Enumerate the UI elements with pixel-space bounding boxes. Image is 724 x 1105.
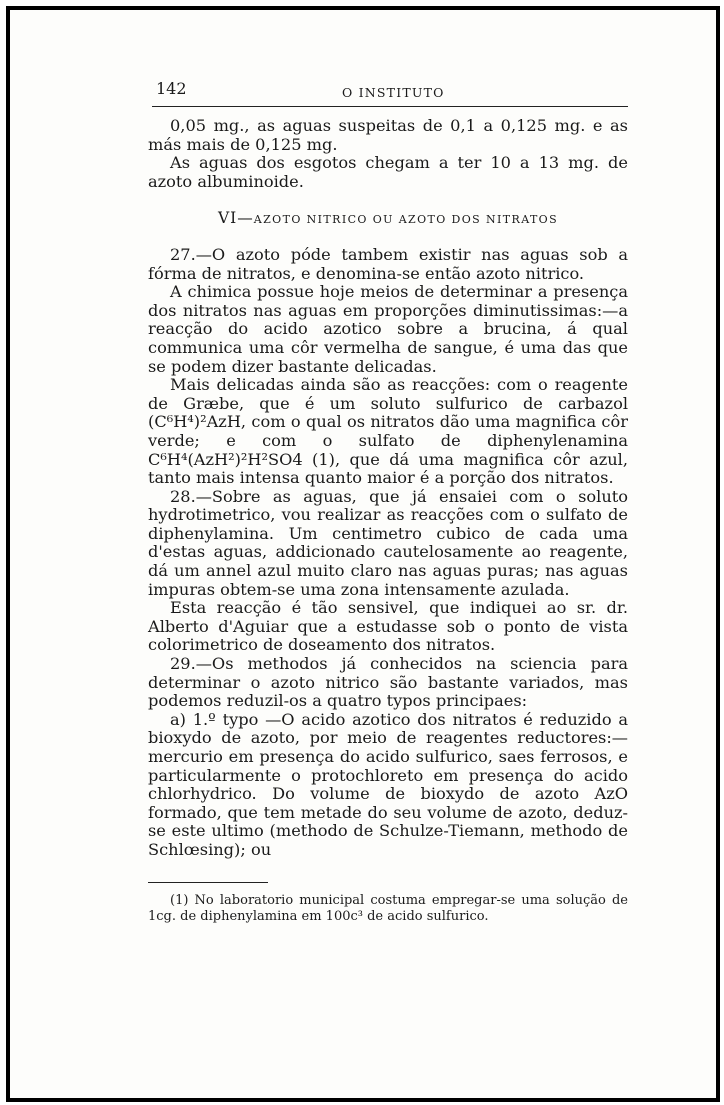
running-title: O INSTITUTO <box>342 85 445 100</box>
paragraph: Mais delicadas ainda são as reacções: com o reagente de Græbe, que é um soluto sulfurico de carbazol (C⁶H⁴)²AzH, com o qual os nitratos dão uma magnifica côr verde; e com o sulfato de diphenylenamina C⁶H⁴(AzH²)²H²SO4 (1), que dá uma magnifica côr azul, tanto mais intensa quanto maior é a porção dos nitratos. <box>148 375 628 488</box>
paragraph: Esta reacção é tão sensivel, que indiquei ao sr. dr. Alberto d'Aguiar que a estudasse sob o ponto de vista colorimetrico de doseamento dos nitratos. <box>148 598 628 655</box>
paragraph-28: 28.—Sobre as aguas, que já ensaiei com o soluto hydrotimetrico, vou realizar as reacções com o sulfato de diphenylamina. Um centimetro cubico de cada uma d'estas aguas, addicionado cautelosamente ao reagente, dá um annel azul muito claro nas aguas puras; nas aguas impuras obtem-se uma zona intensamente azulada. <box>148 486 628 599</box>
section-numeral: VI— <box>217 209 254 228</box>
footnote-rule <box>148 882 268 883</box>
paragraph: As aguas dos esgotos chegam a ter 10 a 13 mg. de azoto albuminoide. <box>148 153 628 191</box>
section-heading <box>148 209 628 230</box>
paragraph-27: 27.—O azoto póde tambem existir nas aguas sob a fórma de nitratos, e denomina-se então azoto nitrico. <box>148 244 628 283</box>
running-header <box>148 80 628 102</box>
paragraph: a) 1.º typo —O acido azotico dos nitratos é reduzido a bioxydo de azoto, por meio de reagentes reductores:—mercurio em presença do acido sulfurico, saes ferrosos, e particularmente o protochloreto em presença do acido chlorhydrico. Do volume de bioxydo de azoto AzO formado, que tem metade do seu volume de azoto, deduz-se este ultimo (methodo de Schulze-Tiemann, methodo de Schlœsing); ou <box>148 709 628 859</box>
document-page <box>148 80 628 925</box>
page-number: 142 <box>156 79 187 98</box>
footnote: (1) No laboratorio municipal costuma empregar-se uma solução de 1cg. de diphenylamina em 100c³ de acido sulfurico. <box>148 892 628 924</box>
header-rule <box>152 106 628 107</box>
paragraph-29: 29.—Os methodos já conhecidos na sciencia para determinar o azoto nitrico são bastante variados, mas podemos reduzil-os a quatro typos principaes: <box>148 654 628 711</box>
paragraph: 0,05 mg., as aguas suspeitas de 0,1 a 0,125 mg. e as más mais de 0,125 mg. <box>148 116 628 154</box>
paragraph: A chimica possue hoje meios de determinar a presença dos nitratos nas aguas em proporções diminutissimas:—a reacção do acido azotico sobre a brucina, á qual communica uma côr vermelha de sangue, é uma das que se podem dizer bastante delicadas. <box>148 282 628 376</box>
section-title: AZOTO NITRICO OU AZOTO DOS NITRATOS <box>253 213 559 227</box>
